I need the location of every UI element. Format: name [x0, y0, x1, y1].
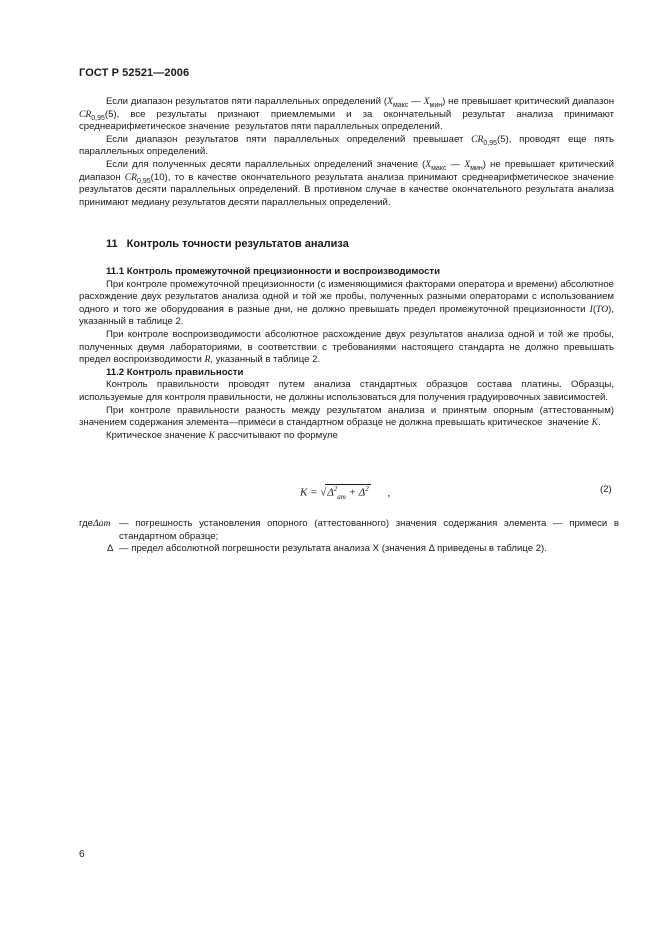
paragraph: Если диапазон результатов пяти параллельных определений превышает $CR_{0,95}(5)$, проводят еще пять параллельных определений.	[79, 133, 614, 158]
paragraph: При контроле воспроизводимости абсолютное расхождение двух результатов анализа одной и той же пробы, полученных двумя лабораториями, в соответствии с требованиями настоящего стандарта не должно превышать предел воспроизводимости R, указанный в таблице 2.	[79, 328, 614, 366]
paragraph: Если для полученных десяти параллельных определений значение ($X_{макс}$ — $X_{мин}$) не превышает критический диапазон $CR_{0,95}(10)$, то в качестве окончательного результата анализа принимают среднеарифметическое значение результатов десяти параллельных определений. В противном случае в качестве окончательного результата анализа принимают медиану результатов десяти параллельных определений.	[79, 158, 614, 208]
subsection-title: 11.2 Контроль правильности	[106, 366, 244, 378]
document-header: ГОСТ Р 52521—2006	[79, 67, 190, 79]
formula-comma: ,	[387, 486, 391, 499]
definition-prefix: где	[79, 518, 94, 529]
page-number: 6	[79, 849, 85, 860]
section-number: 11	[106, 238, 118, 250]
paragraph: Критическое значение K рассчитывают по формуле	[106, 429, 338, 441]
definition-row	[79, 518, 619, 543]
definition-text: — погрешность установления опорного (аттестованного) значения содержания элемента — примеси в стандартном образце;	[119, 518, 619, 542]
subsection-title: 11.1 Контроль промежуточной прецизионности и воспроизводимости	[106, 266, 441, 277]
paragraph: При контроле промежуточной прецизионности (с изменяющимися факторами оператора и времени) абсолютное расхождение двух результатов анализа одной и той же пробы, полученных разными операторами с использованием одного и того же оборудования в разные дни, не должно превышать предел промежуточной прецизионности I(TO), указанный в таблице 2.	[79, 278, 614, 328]
section-11-1	[79, 266, 614, 442]
formula-radicand: $\Delta^2_{ат} + \Delta^2$	[327, 485, 369, 501]
equation-number: (2)	[600, 484, 612, 495]
paragraph: Контроль правильности проводят путем анализа стандартных образцов состава платины. Образцы, используемые для контроля правильности, не должны использоваться для получения градуировочных зависимостей.	[79, 379, 614, 403]
paragraph: Если диапазон результатов пяти параллельных определений ($X_{макс}$ — $X_{мин}$) не превышает критический диапазон $CR_{0,95}(5)$, все результаты признают приемлемыми и за окончательный результат анализа принимают среднеарифметическое значение результатов пяти параллельных определений.	[79, 96, 614, 133]
formula: $K = √\Delta^2_{ат} + \Delta^2$ ,	[300, 485, 391, 501]
top-paragraphs	[79, 96, 614, 209]
definition-text: — предел абсолютной погрешности результата анализа X (значения Δ приведены в таблице 2).	[119, 543, 547, 555]
definitions	[79, 518, 619, 556]
definition-symbol: Δ	[107, 543, 114, 555]
paragraph: При контроле правильности разность между результатом анализа и принятым опорным (аттестованным) значением содержания элемента—примеси в стандартном образце не должна превышать критическое значение K.	[79, 404, 614, 429]
definition-symbol: Δат	[93, 518, 111, 529]
section-heading	[106, 238, 349, 250]
section-title: Контроль точности результатов анализа	[126, 238, 349, 250]
formula-lhs: K =	[300, 486, 318, 499]
definition-row	[79, 543, 619, 556]
